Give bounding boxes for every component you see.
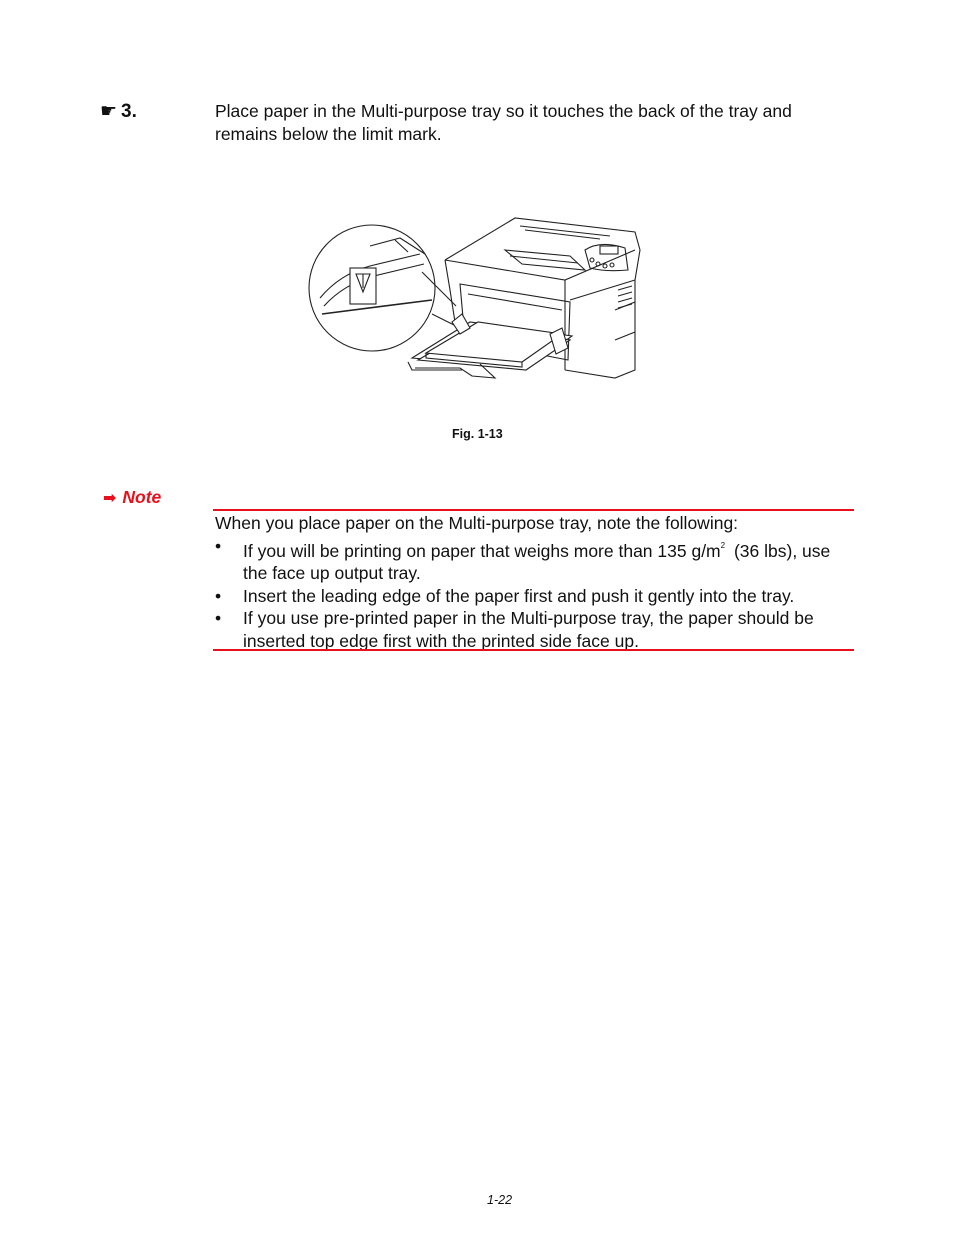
bullet: • (215, 608, 222, 628)
note-bottom-rule (213, 649, 854, 651)
page-number: 1-22 (487, 1193, 513, 1207)
printer-multipurpose-tray-illustration (300, 210, 650, 390)
printer-figure (300, 210, 650, 390)
note-list (215, 535, 845, 653)
figure-caption: Fig. 1-13 (452, 427, 503, 441)
list-item-text: Insert the leading edge of the paper first and push it gently into the tray. (243, 585, 795, 606)
pointing-hand-icon: ☛ (100, 101, 118, 122)
right-arrow-icon: ➡ (103, 490, 117, 507)
step-instruction: Place paper in the Multi-purpose tray so it touches the back of the tray and remains below the limit mark. (215, 101, 792, 144)
bullet: • (215, 585, 222, 606)
note-title: Note (122, 487, 162, 507)
note-intro: When you place paper on the Multi-purpose tray, note the following: (215, 513, 739, 533)
note-body (215, 512, 845, 652)
step-number: 3. (121, 101, 137, 122)
bullet: • (215, 535, 222, 556)
step-marker (100, 100, 137, 123)
note-heading (103, 487, 161, 508)
list-item-text: If you use pre-printed paper in the Multi-purpose tray, the paper should be inserted top edge first with the printed side face up. (243, 608, 814, 651)
list-item (215, 607, 845, 652)
list-item (215, 585, 845, 608)
list-item-text: If you will be printing on paper that weighs more than 135 g/m (243, 540, 721, 561)
note-top-rule (213, 509, 854, 511)
list-item-text-cont: (36 lbs), use the face up output tray. (243, 540, 831, 583)
superscript: 2 (720, 540, 726, 550)
list-item (215, 535, 845, 585)
